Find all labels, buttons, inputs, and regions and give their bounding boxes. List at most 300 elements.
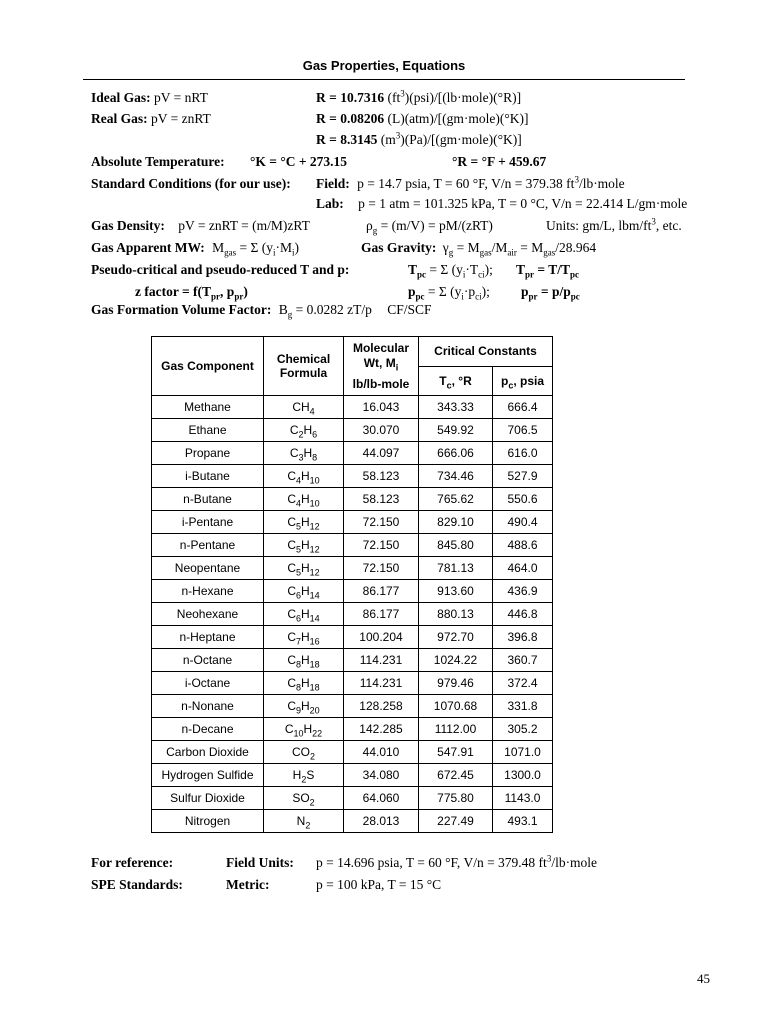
formula-element: CO <box>291 745 310 759</box>
cell-critical-pressure: 436.9 <box>493 580 553 603</box>
formula-element: C <box>287 561 296 575</box>
cell-critical-temperature: 1024.22 <box>419 649 493 672</box>
cell-molecular-weight: 128.258 <box>344 695 419 718</box>
gas-constant-3-unit: (m <box>380 132 396 147</box>
formula-element: H <box>301 561 310 575</box>
formula-element: C <box>287 492 296 506</box>
cell-molecular-weight: 30.070 <box>344 419 419 442</box>
gas-constant-1-unit-rest: )(psi)/[(lb·mole)(°R)] <box>404 90 522 105</box>
mw-eq-close: ) <box>294 240 300 255</box>
cell-component: Neopentane <box>152 557 264 580</box>
header-chemical-formula: Chemical Formula <box>264 337 344 396</box>
pseudo-line <box>91 262 349 278</box>
gas-constant-3 <box>316 132 522 148</box>
ppr-sub-pc: pc <box>570 291 580 302</box>
formula-element: CH <box>292 400 310 414</box>
gas-constant-3-value: R = 8.3145 <box>316 132 378 147</box>
cell-critical-pressure: 360.7 <box>493 649 553 672</box>
table-row <box>152 396 553 419</box>
gas-constant-1 <box>316 90 521 106</box>
cell-formula <box>264 557 344 580</box>
header-tc <box>419 366 493 396</box>
header-mw-unit: lb/lb-mole <box>352 377 410 391</box>
formula-element: C <box>287 676 296 690</box>
reference-field-rest: /lb·mole <box>551 855 598 870</box>
density-rho <box>366 218 493 234</box>
std-conditions-label: Standard Conditions (for our use): <box>91 176 291 191</box>
mw-eq-mi: ·M <box>275 240 293 255</box>
gas-constant-1-sup: 3 <box>400 88 405 99</box>
cell-critical-pressure: 527.9 <box>493 465 553 488</box>
cell-critical-pressure: 666.4 <box>493 396 553 419</box>
formula-subscript: 5 <box>295 521 301 532</box>
tpc-t: T <box>408 262 418 277</box>
gravity-eq-4: /28.964 <box>555 240 597 255</box>
gravity-line <box>361 240 596 256</box>
cell-critical-pressure: 493.1 <box>493 810 553 833</box>
header-tc-sub: c <box>446 380 452 391</box>
spe-metric-value: p = 100 kPa, T = 15 °C <box>316 877 442 892</box>
ppr-eq: = p/p <box>540 284 571 299</box>
formula-element: H <box>303 423 313 437</box>
table-row <box>152 465 553 488</box>
formula-subscript: 14 <box>309 613 320 624</box>
cell-critical-temperature: 1112.00 <box>419 718 493 741</box>
header-mw-text: Molecular Wt, M <box>352 341 409 370</box>
cell-critical-pressure: 616.0 <box>493 442 553 465</box>
abs-temp-label: Absolute Temperature: <box>91 154 225 169</box>
header-pc-sub: c <box>508 380 514 391</box>
cell-critical-pressure: 372.4 <box>493 672 553 695</box>
ppc-close: ); <box>481 284 490 299</box>
table-row <box>152 741 553 764</box>
ppc-p: p <box>408 284 416 299</box>
abs-temp-rankine-eq: °R = °F + 459.67 <box>452 154 547 169</box>
cell-molecular-weight: 58.123 <box>344 465 419 488</box>
zfactor-text-2: , p <box>220 284 235 299</box>
table-row <box>152 810 553 833</box>
formula-element: H <box>301 538 310 552</box>
table-row <box>152 695 553 718</box>
cell-molecular-weight: 86.177 <box>344 580 419 603</box>
tpc-sub-i: i <box>462 269 466 280</box>
cell-formula <box>264 442 344 465</box>
cell-critical-pressure: 550.6 <box>493 488 553 511</box>
formula-subscript: 7 <box>295 636 301 647</box>
formula-element: H <box>292 768 302 782</box>
tpr-sub-pc: pc <box>569 269 579 280</box>
cell-component: Carbon Dioxide <box>152 741 264 764</box>
cell-component: n-Pentane <box>152 534 264 557</box>
gas-constant-3-sup: 3 <box>395 130 401 141</box>
gravity-sub-g: g <box>448 247 454 258</box>
std-field-sup: 3 <box>574 174 579 185</box>
formula-element: H <box>301 515 310 529</box>
cell-formula <box>264 534 344 557</box>
cell-critical-pressure: 1143.0 <box>493 787 553 810</box>
formula-subscript: 4 <box>295 475 301 486</box>
header-tc-unit: , °R <box>451 373 472 388</box>
reference-field-label: Field Units: <box>226 855 294 870</box>
formula-subscript: 6 <box>312 429 318 440</box>
fvf-b: B <box>278 302 288 317</box>
cell-critical-pressure: 490.4 <box>493 511 553 534</box>
cell-molecular-weight: 44.010 <box>344 741 419 764</box>
formula-element: C <box>287 699 296 713</box>
gravity-eq-2: /M <box>491 240 508 255</box>
density-rho-eq: = (m/V) = pM/(zRT) <box>380 218 493 233</box>
cell-critical-temperature: 549.92 <box>419 419 493 442</box>
gravity-eq-1: = M <box>456 240 480 255</box>
mw-eq-sub-i2: i <box>292 247 295 258</box>
page-title: Gas Properties, Equations <box>302 58 466 73</box>
table-row <box>152 488 553 511</box>
table-row <box>152 419 553 442</box>
cell-critical-temperature: 672.45 <box>419 764 493 787</box>
formula-subscript: 16 <box>309 636 320 647</box>
cell-formula <box>264 396 344 419</box>
density-rho-symbol: ρ <box>366 218 373 233</box>
ppc-sub-i: i <box>461 291 464 302</box>
formula-subscript: 5 <box>295 567 301 578</box>
fvf-label: Gas Formation Volume Factor: <box>91 302 272 317</box>
cell-formula <box>264 488 344 511</box>
std-field-label: Field: <box>316 176 350 191</box>
real-gas-label: Real Gas: <box>91 111 148 126</box>
formula-subscript: 4 <box>295 498 301 509</box>
reference-line <box>91 855 173 871</box>
abs-temp-kelvin-eq: °K = °C + 273.15 <box>250 154 348 169</box>
formula-subscript: 20 <box>309 705 320 716</box>
gravity-eq-3: = M <box>520 240 544 255</box>
header-pc <box>493 366 553 396</box>
std-lab <box>316 196 687 212</box>
cell-formula <box>264 741 344 764</box>
cell-formula <box>264 764 344 787</box>
ppr-sub: pr <box>528 291 538 302</box>
density-units <box>546 218 682 234</box>
fvf-unit: CF/SCF <box>387 302 432 317</box>
formula-element: H <box>301 607 310 621</box>
gas-constant-2-value: R = 0.08206 <box>316 111 385 126</box>
formula-subscript: 6 <box>295 613 301 624</box>
std-lab-label: Lab: <box>316 196 344 211</box>
ppr-p: p <box>521 284 529 299</box>
cell-formula <box>264 626 344 649</box>
cell-molecular-weight: 100.204 <box>344 626 419 649</box>
cell-component: Sulfur Dioxide <box>152 787 264 810</box>
zfactor-text: z factor = f(T <box>135 284 212 299</box>
cell-formula <box>264 465 344 488</box>
gravity-gamma: γ <box>442 240 449 255</box>
header-pc-unit: , psia <box>513 373 545 388</box>
cell-formula <box>264 672 344 695</box>
spe-line <box>91 877 183 893</box>
gas-constant-2 <box>316 111 529 127</box>
gravity-sub-gas2: gas <box>543 247 556 258</box>
cell-critical-temperature: 734.46 <box>419 465 493 488</box>
formula-subscript: 2 <box>309 797 315 808</box>
cell-critical-temperature: 845.80 <box>419 534 493 557</box>
cell-critical-temperature: 913.60 <box>419 580 493 603</box>
cell-component: Hydrogen Sulfide <box>152 764 264 787</box>
gravity-sub-air: air <box>507 247 517 258</box>
tpc-sub: pc <box>417 269 427 280</box>
cell-component: n-Octane <box>152 649 264 672</box>
density-rho-sub: g <box>372 225 378 236</box>
formula-element: C <box>289 423 299 437</box>
formula-element: H <box>301 653 310 667</box>
table-row <box>152 649 553 672</box>
ppc-pci: ·p <box>463 284 476 299</box>
mw-eq-sum: = Σ (y <box>239 240 273 255</box>
cell-component: Ethane <box>152 419 264 442</box>
ppc-sub: pc <box>415 291 425 302</box>
cell-molecular-weight: 72.150 <box>344 534 419 557</box>
cell-molecular-weight: 58.123 <box>344 488 419 511</box>
cell-formula <box>264 603 344 626</box>
real-gas-line <box>91 111 211 127</box>
cell-critical-temperature: 343.33 <box>419 396 493 419</box>
cell-molecular-weight: 44.097 <box>344 442 419 465</box>
fvf-eq: = 0.0282 zT/p <box>295 302 372 317</box>
formula-subscript: 5 <box>295 544 301 555</box>
cell-component: Neohexane <box>152 603 264 626</box>
cell-component: i-Pentane <box>152 511 264 534</box>
std-field <box>316 176 625 192</box>
formula-subscript: 18 <box>309 659 320 670</box>
density-units-rest: , etc. <box>655 218 682 233</box>
cell-component: n-Butane <box>152 488 264 511</box>
reference-label: For reference: <box>91 855 174 870</box>
gas-constant-1-value: R = 10.7316 <box>316 90 385 105</box>
table-row <box>152 626 553 649</box>
header-gas-component: Gas Component <box>152 337 264 396</box>
std-lab-value: p = 1 atm = 101.325 kPa, T = 0 °C, V/n = 22.414 L/gm·mole <box>358 196 688 211</box>
cell-component: Nitrogen <box>152 810 264 833</box>
ideal-gas-label: Ideal Gas: <box>91 90 151 105</box>
tpr-sub: pr <box>525 269 535 280</box>
formula-element: C <box>287 584 296 598</box>
cell-formula <box>264 787 344 810</box>
cell-component: n-Decane <box>152 718 264 741</box>
table-row <box>152 580 553 603</box>
table-row <box>152 511 553 534</box>
gas-properties-table <box>151 336 553 833</box>
formula-subscript: 2 <box>298 429 304 440</box>
table-row <box>152 718 553 741</box>
spe-metric-label: Metric: <box>226 877 270 892</box>
cell-molecular-weight: 114.231 <box>344 649 419 672</box>
formula-subscript: 10 <box>309 498 320 509</box>
zfactor-sub-pr: pr <box>211 291 221 302</box>
cell-component: n-Heptane <box>152 626 264 649</box>
std-conditions-line <box>91 176 291 192</box>
formula-subscript: 12 <box>309 544 320 555</box>
cell-molecular-weight: 114.231 <box>344 672 419 695</box>
mw-eq-sub-i: i <box>273 247 276 258</box>
formula-element: H <box>303 446 313 460</box>
density-label: Gas Density: <box>91 218 165 233</box>
formula-subscript: 2 <box>309 751 315 762</box>
cell-critical-temperature: 979.46 <box>419 672 493 695</box>
table-row <box>152 603 553 626</box>
formula-subscript: 4 <box>309 406 315 417</box>
cell-critical-temperature: 829.10 <box>419 511 493 534</box>
cell-formula <box>264 419 344 442</box>
mw-line <box>91 240 299 256</box>
cell-critical-pressure: 331.8 <box>493 695 553 718</box>
mw-label: Gas Apparent MW: <box>91 240 205 255</box>
ppc-sub-ci: ci <box>475 291 482 302</box>
real-gas-equation: pV = znRT <box>151 111 211 126</box>
formula-subscript: 14 <box>309 590 320 601</box>
title-rule <box>83 79 685 80</box>
cell-formula <box>264 649 344 672</box>
pseudo-label: Pseudo-critical and pseudo-reduced T and p: <box>91 262 350 277</box>
fvf-sub-g: g <box>287 309 293 320</box>
ppc-eq: = Σ (y <box>427 284 462 299</box>
table-row <box>152 534 553 557</box>
cell-critical-pressure: 706.5 <box>493 419 553 442</box>
formula-element: C <box>287 515 296 529</box>
formula-subscript: 22 <box>312 728 323 739</box>
cell-critical-temperature: 972.70 <box>419 626 493 649</box>
formula-element: S <box>306 768 315 782</box>
formula-element: C <box>287 469 296 483</box>
spe-label: SPE Standards: <box>91 877 183 892</box>
header-pc-p: p <box>500 373 509 388</box>
cell-molecular-weight: 28.013 <box>344 810 419 833</box>
formula-element: SO <box>292 791 310 805</box>
cell-critical-pressure: 396.8 <box>493 626 553 649</box>
density-units-text: Units: gm/L, lbm/ft <box>546 218 652 233</box>
tpc-tci: ·T <box>465 262 479 277</box>
abs-temp-kelvin <box>250 154 347 170</box>
cell-component: Propane <box>152 442 264 465</box>
gas-constant-1-unit: (ft <box>387 90 401 105</box>
cell-critical-temperature: 775.80 <box>419 787 493 810</box>
cell-critical-temperature: 781.13 <box>419 557 493 580</box>
formula-subscript: 2 <box>305 820 311 831</box>
zfactor-close: ) <box>243 284 248 299</box>
cell-component: n-Hexane <box>152 580 264 603</box>
abs-temp-line <box>91 154 225 170</box>
gas-constant-3-unit-rest: )(Pa)/[(gm·mole)(°K)] <box>400 132 522 147</box>
formula-element: H <box>301 676 310 690</box>
spe-metric-label-wrap <box>226 877 269 893</box>
formula-element: H <box>301 492 310 506</box>
ideal-gas-equation: pV = nRT <box>154 90 208 105</box>
reference-field-sup: 3 <box>546 853 552 864</box>
cell-formula <box>264 695 344 718</box>
formula-subscript: 10 <box>309 475 320 486</box>
cell-component: i-Butane <box>152 465 264 488</box>
tpc-close: ); <box>484 262 493 277</box>
cell-component: Methane <box>152 396 264 419</box>
cell-critical-temperature: 547.91 <box>419 741 493 764</box>
formula-subscript: 3 <box>298 452 304 463</box>
table-row <box>152 764 553 787</box>
formula-subscript: 8 <box>312 452 318 463</box>
std-field-value-rest: /lb·mole <box>578 176 625 191</box>
tpc-sub-ci: ci <box>478 269 485 280</box>
formula-subscript: 8 <box>295 682 301 693</box>
zfactor-line <box>135 284 248 300</box>
mw-eq-m: M <box>212 240 225 255</box>
page-number: 45 <box>697 971 710 986</box>
abs-temp-rankine <box>452 154 546 170</box>
cell-molecular-weight: 34.080 <box>344 764 419 787</box>
cell-critical-temperature: 227.49 <box>419 810 493 833</box>
formula-subscript: 2 <box>301 774 307 785</box>
formula-element: N <box>296 814 306 828</box>
table-body <box>152 396 553 833</box>
cell-molecular-weight: 142.285 <box>344 718 419 741</box>
fvf-line <box>91 302 432 318</box>
formula-subscript: 9 <box>295 705 301 716</box>
density-units-sup: 3 <box>651 216 656 227</box>
std-field-value: p = 14.7 psia, T = 60 °F, V/n = 379.38 ft <box>357 176 575 191</box>
cell-component: n-Nonane <box>152 695 264 718</box>
cell-critical-pressure: 464.0 <box>493 557 553 580</box>
header-critical-constants: Critical Constants <box>419 337 553 367</box>
density-equation: pV = znRT = (m/M)zRT <box>178 218 310 233</box>
zfactor-sub-pr2: pr <box>234 291 244 302</box>
cell-component: i-Octane <box>152 672 264 695</box>
table-row <box>152 442 553 465</box>
gas-constant-2-unit: (L)(atm)/[(gm·mole)(°K)] <box>387 111 529 126</box>
formula-subscript: 10 <box>293 728 304 739</box>
formula-element: C <box>287 630 296 644</box>
tpc-eq: = Σ (y <box>429 262 463 277</box>
header-mw-sub: i <box>395 362 399 373</box>
cell-formula <box>264 511 344 534</box>
cell-formula <box>264 718 344 741</box>
density-line <box>91 218 310 234</box>
cell-formula <box>264 810 344 833</box>
formula-element: C <box>287 607 296 621</box>
formula-subscript: 12 <box>309 521 320 532</box>
mw-eq-sub-gas: gas <box>224 247 237 258</box>
cell-molecular-weight: 72.150 <box>344 511 419 534</box>
header-tc-t: T <box>439 373 447 388</box>
reference-field-value <box>316 855 597 871</box>
ppc-line <box>408 284 490 300</box>
cell-critical-temperature: 880.13 <box>419 603 493 626</box>
cell-critical-temperature: 1070.68 <box>419 695 493 718</box>
tpr-line <box>516 262 579 278</box>
reference-field-label-wrap <box>226 855 294 871</box>
formula-element: H <box>301 630 310 644</box>
cell-formula <box>264 580 344 603</box>
ppr-line <box>521 284 580 300</box>
cell-critical-pressure: 446.8 <box>493 603 553 626</box>
cell-critical-temperature: 765.62 <box>419 488 493 511</box>
tpr-eq: = T/T <box>537 262 570 277</box>
cell-molecular-weight: 72.150 <box>344 557 419 580</box>
cell-molecular-weight: 64.060 <box>344 787 419 810</box>
table-row <box>152 672 553 695</box>
formula-subscript: 18 <box>309 682 320 693</box>
cell-critical-pressure: 1300.0 <box>493 764 553 787</box>
formula-element: C <box>289 446 299 460</box>
cell-molecular-weight: 86.177 <box>344 603 419 626</box>
formula-element: H <box>303 722 313 736</box>
formula-element: H <box>301 584 310 598</box>
formula-subscript: 12 <box>309 567 320 578</box>
table-row <box>152 787 553 810</box>
